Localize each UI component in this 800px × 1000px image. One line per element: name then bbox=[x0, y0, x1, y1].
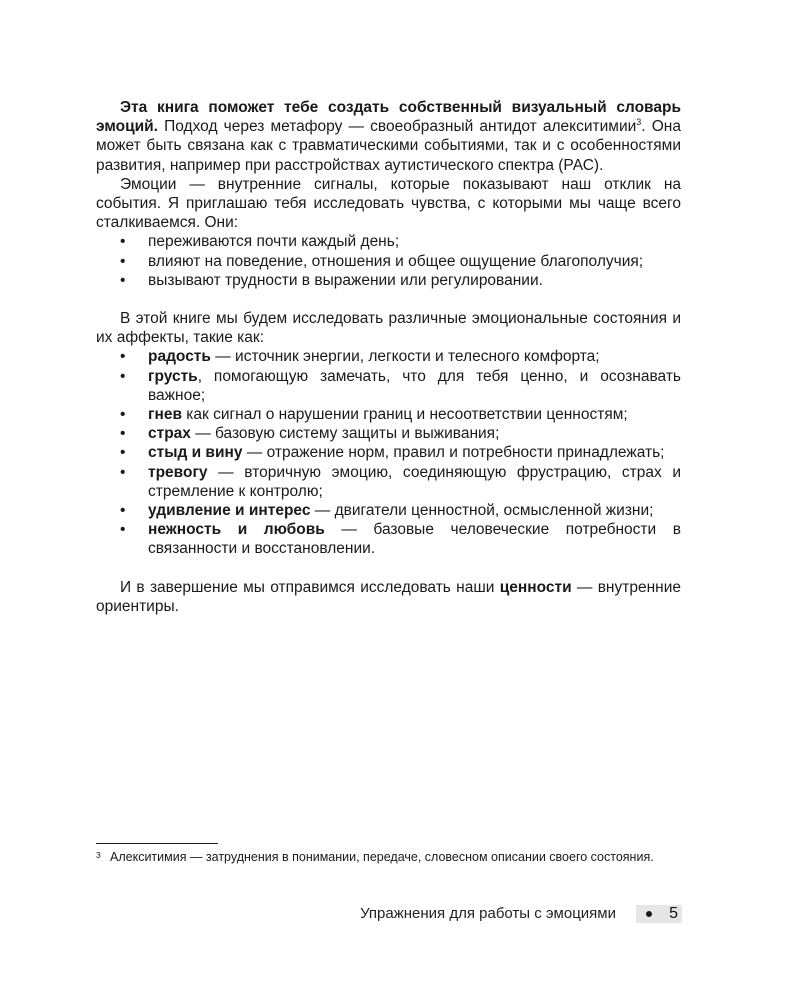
bullet-icon: • bbox=[120, 233, 126, 251]
page-number: 5 bbox=[669, 905, 678, 922]
footnote-mark: 3 bbox=[96, 850, 101, 860]
emotion-term: радость bbox=[148, 348, 211, 366]
closing-paragraph: И в завершение мы отправимся исследовать наши ценности — внутренние ориентиры. bbox=[96, 578, 681, 615]
emotion-term: тревогу bbox=[148, 463, 208, 481]
emotion-term: удивление и интерес bbox=[148, 502, 311, 520]
intro-bold-lead: Эта книга поможет тебе создать собственный визуальный словарь эмоций. bbox=[96, 99, 681, 136]
emotion-term: гнев bbox=[148, 406, 182, 424]
bullet-icon: • bbox=[120, 271, 126, 289]
bullet-icon: • bbox=[120, 406, 126, 424]
bullet-icon: • bbox=[120, 348, 126, 366]
bullet-dot-icon bbox=[646, 911, 652, 917]
intro-text: Подход через метафору — своеобразный антидот алекситимии bbox=[157, 118, 637, 136]
list-item: • гнев как сигнал о нарушении границ и несоответствии ценностям; bbox=[120, 406, 628, 424]
list-item: • тревогу — вторичную эмоцию, соединяющую фрустрацию, страх и стремление к контролю; bbox=[120, 463, 681, 500]
intro-paragraph bbox=[96, 98, 681, 175]
list-item: • страх — базовую систему защиты и выживания; bbox=[120, 425, 500, 443]
bullet-icon: • bbox=[120, 425, 126, 443]
emotions-paragraph: Эмоции — внутренние сигналы, которые показывают наш отклик на события. Я приглашаю тебя исследовать чувства, с которыми мы чаще всего сталкиваемся. Они: bbox=[96, 175, 681, 232]
list-item: • стыд и вину — отражение норм, правил и потребности принадлежать; bbox=[120, 444, 665, 462]
footnote-ref[interactable]: 3 bbox=[636, 117, 642, 128]
list-item: • переживаются почти каждый день; bbox=[120, 233, 400, 251]
bullet-icon: • bbox=[120, 502, 126, 520]
footnote-divider bbox=[96, 843, 218, 844]
footnote bbox=[96, 849, 681, 866]
bullet-icon: • bbox=[120, 252, 126, 270]
page-body bbox=[96, 98, 681, 616]
emotion-term: стыд и вину bbox=[148, 444, 243, 462]
emotion-term: страх bbox=[148, 425, 191, 443]
emotion-term: грусть bbox=[148, 367, 198, 385]
list-item: • нежность и любовь — базовые человеческие потребности в связанности и восстановлении. bbox=[120, 521, 681, 558]
list-item: • удивление и интерес — двигатели ценностной, осмысленной жизни; bbox=[120, 502, 654, 520]
list-item: • грусть, помогающую замечать, что для тебя ценно, и осознавать важное; bbox=[120, 367, 681, 404]
intro-text-after: . Она может быть связана как с травматическими событиями, так и с особенностями развития, например при расстройствах аутистического спектра (РАС). bbox=[96, 118, 681, 174]
running-title: Упражнения для работы с эмоциями bbox=[360, 905, 616, 922]
emotion-term: нежность и любовь bbox=[148, 521, 325, 539]
states-paragraph: В этой книге мы будем исследовать различные эмоциональные состояния и их аффекты, такие как: bbox=[96, 310, 681, 347]
emotions-list bbox=[96, 347, 681, 558]
list-item: • радость — источник энергии, легкости и телесного комфорта; bbox=[120, 348, 600, 366]
page-number-box bbox=[636, 905, 682, 923]
list-item: • вызывают трудности в выражении или регулировании. bbox=[120, 271, 543, 289]
bullet-icon: • bbox=[120, 521, 126, 539]
bullet-icon: • bbox=[120, 463, 126, 481]
values-term: ценности bbox=[499, 578, 572, 596]
page-footer bbox=[330, 904, 682, 924]
list-item: • влияют на поведение, отношения и общее ощущение благополучия; bbox=[120, 252, 644, 270]
footnote-text: Алекситимия — затруднения в понимании, передаче, словесном описании своего состояния. bbox=[110, 850, 654, 864]
emotion-traits-list bbox=[96, 232, 681, 290]
bullet-icon: • bbox=[120, 367, 126, 385]
bullet-icon: • bbox=[120, 444, 126, 462]
